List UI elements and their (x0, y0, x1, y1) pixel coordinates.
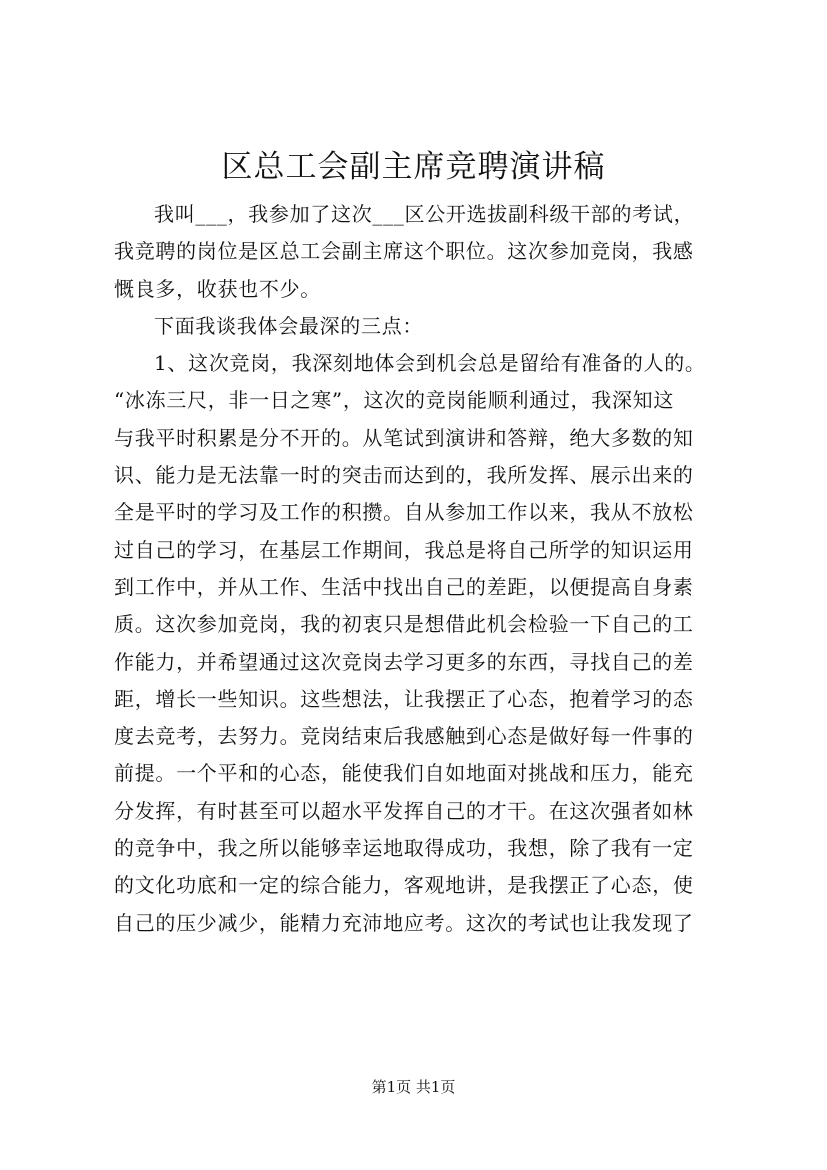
paragraph-line: 过自己的学习，在基层工作期间，我总是将自己所学的知识运用 (114, 537, 694, 562)
paragraph-line: 识、能力是无法靠一时的突击而达到的，我所发挥、展示出来的 (114, 463, 694, 488)
paragraph-line: “冰冻三尺，非一日之寒”，这次的竞岗能顺利通过，我深知这 (114, 388, 675, 413)
paragraph-line: 距，增长一些知识。这些想法，让我摆正了心态，抱着学习的态 (114, 686, 694, 711)
paragraph-line: 前提。一个平和的心态，能使我们自如地面对挑战和压力，能充 (114, 761, 694, 786)
paragraph-line: 慨良多，收获也不少。 (114, 276, 321, 301)
paragraph-line: 与我平时积累是分不开的。从笔试到演讲和答辩，绝大多数的知 (114, 425, 694, 450)
paragraph-line: 我叫___，我参加了这次___区公开选拔副科级干部的考试， (154, 202, 695, 226)
page-footer: 第1页 共1页 (371, 1078, 456, 1096)
paragraph-line: 质。这次参加竞岗，我的初衷只是想借此机会检验一下自己的工 (114, 612, 694, 637)
paragraph-line: 我竞聘的岗位是区总工会副主席这个职位。这次参加竞岗，我感 (114, 239, 694, 264)
paragraph-line: 作能力，并希望通过这次竞岗去学习更多的东西，寻找自己的差 (114, 649, 694, 674)
paragraph-line: 1、这次竞岗，我深刻地体会到机会总是留给有准备的人的。 (154, 351, 706, 376)
paragraph-line: 自己的压少减少，能精力充沛地应考。这次的考试也让我发现了 (114, 910, 694, 935)
paragraph-line: 的文化功底和一定的综合能力，客观地讲，是我摆正了心态，使 (114, 873, 694, 898)
paragraph-line: 到工作中，并从工作、生活中找出自己的差距，以便提高自身素 (114, 574, 694, 599)
document-title: 区总工会副主席竞聘演讲稿 (221, 149, 606, 185)
paragraph-line: 度去竞考，去努力。竞岗结束后我感触到心态是做好每一件事的 (114, 724, 694, 749)
paragraph-line: 下面我谈我体会最深的三点： (154, 313, 424, 338)
document-body (114, 196, 716, 942)
paragraph-line: 分发挥，有时甚至可以超水平发挥自己的才干。在这次强者如林 (114, 798, 694, 823)
paragraph-line: 的竞争中，我之所以能够幸运地取得成功，我想，除了我有一定 (114, 836, 694, 861)
paragraph-line: 全是平时的学习及工作的积攒。自从参加工作以来，我从不放松 (114, 500, 694, 525)
